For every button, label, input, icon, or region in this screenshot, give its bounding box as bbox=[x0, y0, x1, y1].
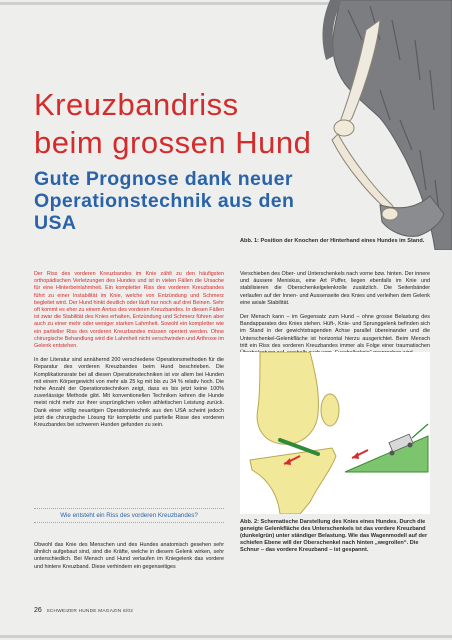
article-subtitle: Gute Prognose dank neuer Operationstechnik aus den USA bbox=[34, 168, 295, 234]
page-number: 26 bbox=[34, 607, 42, 614]
right-paragraph-1: Verschieben des Ober- und Unterschenkels nach vorne bzw. hinten. Der innere und äussere Meniskus, eine Art Puffer, liegen ebenfalls im Knie und stabilisieren die Oberschenkelgelenkrolle zusätzlich. Die Seitenbänder verlaufen auf der Innen- und Aussenseite des Knies und verleihen dem Gelenk eine axiale Stabilität. bbox=[240, 271, 430, 306]
article-title bbox=[34, 86, 334, 162]
knee-schematic-diagram bbox=[240, 352, 430, 514]
title-line-2: beim grossen Hund bbox=[34, 125, 312, 160]
body-paragraph-2: In der Literatur sind annähernd 200 verschiedene Operationsmethoden für die Reparatur des vorderen Kreuzbandes beim Hund beschrieben. Die Komplikationsrate bei all diesen Operationstechniken ist vor allem bei Hunden mit einem Körpergewicht von mehr als 25 kg mit bis zu 34 % relativ hoch. Die hohe Anzahl der Operationstechniken zeigt, dass es bis jetzt keine 100% zuverlässige Methode gibt. Mit konventionellen Techniken kehren die Hunde meist nicht mehr zur ihrer ursprünglichen vollen athletischen Leistung zurück. Dank einer völlig neuartigen Operationstechnik aus den USA scheint jedoch jetzt die chirurgische Lösung für komplette und partielle Risse des vorderen Kreuzbandes bei schweren Hunden gefunden zu sein. bbox=[34, 357, 224, 429]
right-column bbox=[240, 271, 430, 364]
figure-1-caption: Abb. 1: Position der Knochen der Hinterhand eines Hundes im Stand. bbox=[240, 238, 425, 244]
title-line-1: Kreuzbandriss bbox=[34, 87, 239, 122]
magazine-name: SCHWEIZER HUNDE MAGAZIN 6/02 bbox=[46, 609, 134, 614]
intro-paragraph: Der Riss des vorderen Kreuzbandes im Knie zählt zu den häufigsten orthopädischen Verletzungen des Hundes und ist in vielen Fällen die Ursache für eine Hinterbeinlahmheit. Ein kompletter Riss des vorderen Kreuzbandes führt zu einer Instabilität im Knie, welche von Entzündung und Schmerz begleitet wird. Der Hund hinkt deutlich oder läuft nur noch auf drei Beinen. Sehr oft kommt es eher zu einem Anriss des vorderen Kreuzbandes. In diesen Fällen ist zwar die Stabilität des Knies erhalten, Entzündung und Schmerz führen aber auch zu einer mehr oder weniger starken Lahmheit. Sowohl ein kompletter wie ein partieller Riss des vorderen Kreuzbandes müssen operiert werden. Ohne chirurgische Behandlung wird die Lahmheit nicht verschwinden und Arthrose im Gelenk entstehen. bbox=[34, 271, 224, 350]
section-subheading: Wie entsteht ein Riss des vorderen Kreuzbandes? bbox=[34, 508, 224, 523]
figure-2-caption: Abb. 2: Schematische Darstellung des Knies eines Hundes. Durch die geneigte Gelenkfläche des Unterschenkels ist das vordere Kreuzband (dunkelgrün) unter ständiger Belastung. Wie das Wagenmodell auf der schiefen Ebene will der Oberschenkel nach hinten „wegrollen“. Die Schnur – das vordere Kreuzband – ist gespannt. bbox=[240, 519, 428, 553]
body-paragraph-3: Obwohl das Knie des Menschen und des Hundes anatomisch gesehen sehr ähnlich aufgebaut sind, sind die Kräfte, welche in diesem Gelenk wirken, sehr unterschiedlich. Bei Mensch und Hund verlaufen im Kniegelenk das vordere und hintere Kreuzband. Diese verhindern ein gegenseitiges bbox=[34, 542, 224, 570]
right-paragraph-2: Der Mensch kann – im Gegensatz zum Hund – ohne grosse Belastung des Bandapparates des Knies stehen. Hüft-, Knie- und Sprunggelenk befinden sich im Stand in der gewichtstragenden Achse parallel übereinander und die Unterschenkel-Gelenkfläche ist horizontal hierzu ausgerichtet. Beim Mensch tritt ein Riss des vorderen Kreuzbandes immer als Folge einer traumatischen bbox=[240, 314, 430, 349]
left-column-continued bbox=[34, 542, 224, 578]
left-column bbox=[34, 271, 224, 436]
page-footer bbox=[34, 607, 133, 614]
bottom-border bbox=[0, 635, 452, 638]
